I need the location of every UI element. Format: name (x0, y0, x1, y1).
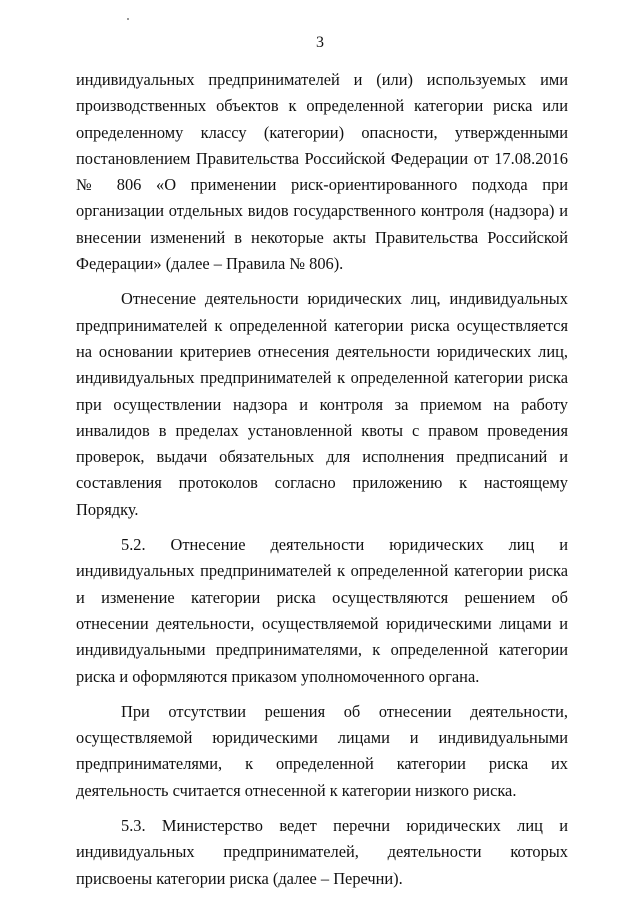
scan-speck (127, 18, 129, 20)
paragraph-5-3: 5.3. Министерство ведет перечни юридических лиц и индивидуальных предпринимателей, деятельности которых присвоены категории риска (далее – Перечни). (76, 816, 568, 888)
document-body (76, 67, 568, 892)
page-number: 3 (316, 34, 324, 51)
paragraph-low-risk: При отсутствии решения об отнесении деятельности, осуществляемой юридическими лицами и индивидуальными предпринимателями, к определенной категории риска их деятельность считается отнесенной к категории низкого риска. (76, 701, 568, 800)
paragraph-continuation: индивидуальных предпринимателей и (или) используемых ими производственных объектов к определенной категории риска или определенному классу (категории) опасности, утвержденными постановлением Правительства Российской Федерации от 17.08.2016 № 806 «О применении риск-ориентированного подхода при организации отдельных видов государственного контроля (надзора) и внесении изменений в некоторые акты Правительства Российской Федерации» (далее – Правила № 806). (76, 70, 568, 274)
paragraph-5-2: 5.2. Отнесение деятельности юридических лиц и индивидуальных предпринимателей к определенной категории риска и изменение категории риска осуществляются решением об отнесении деятельности, осуществляемой юридическими лицами и индивидуальными предпринимателями, к определенной категории риска и оформляются приказом уполномоченного органа. (76, 535, 568, 686)
paragraph-risk-criteria: Отнесение деятельности юридических лиц, индивидуальных предпринимателей к определенной категории риска осуществляется на основании критериев отнесения деятельности юридических лиц, индивидуальных предпринимателей к определенной категории риска при осуществлении надзора и контроля за приемом на работу инвалидов в пределах установленной квоты с правом проведения проверок, выдачи обязательных для исполнения предписаний и составления протоколов согласно приложению к настоящему Порядку. (76, 289, 568, 519)
